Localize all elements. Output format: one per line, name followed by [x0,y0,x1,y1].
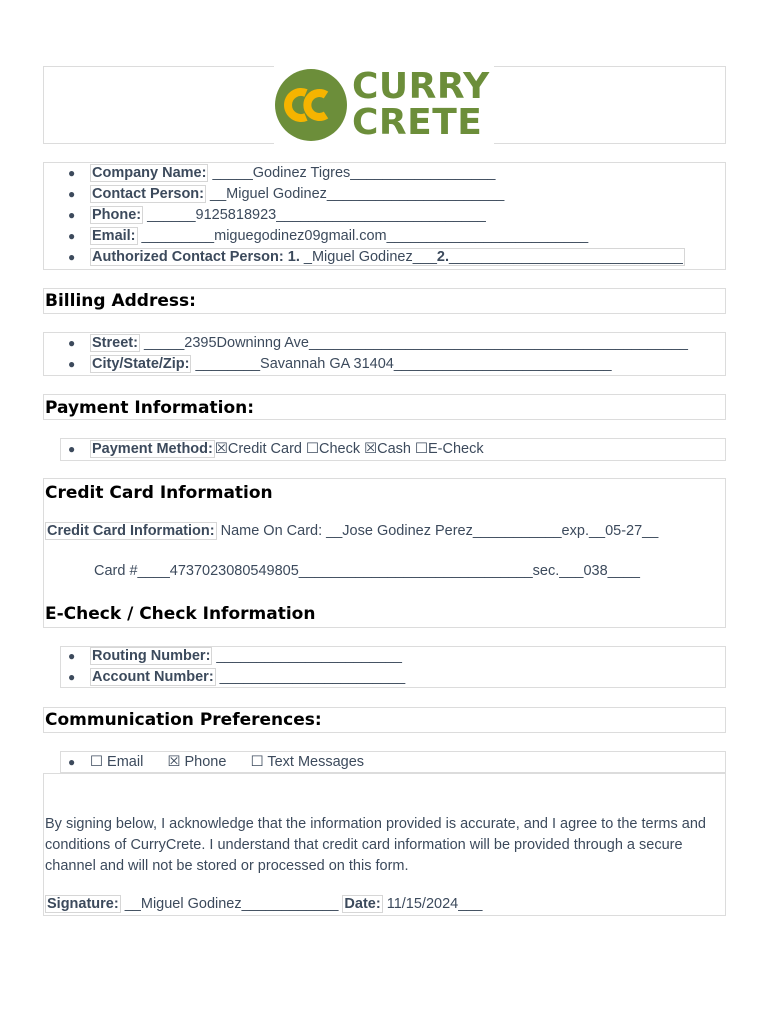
list-item [60,226,685,247]
payment-list [60,439,484,460]
street-label: Street: [92,335,138,351]
company-name-label: Company Name: [92,165,207,181]
signature-label: Signature: [47,896,119,912]
list-item [60,184,685,205]
email-label: Email: [92,228,136,244]
list-item [60,667,405,688]
authorized-value-2[interactable]: _____________________________ [449,249,683,265]
currycrete-logo [274,66,494,144]
logo-line-1: CURRY [352,66,490,107]
contact-person-value[interactable]: __Miguel Godinez______________________ [206,186,505,202]
routing-number-value[interactable]: _______________________ [212,648,402,664]
check-list [60,646,405,688]
communication-list [60,752,364,773]
bullet-icon: ● [68,250,76,264]
contact-person-label: Contact Person: [92,186,204,202]
company-name-value[interactable]: _____Godinez Tigres__________________ [208,165,496,181]
list-item [60,354,688,375]
bullet-icon: ● [68,649,76,663]
bullet-icon: ● [68,755,76,769]
credit-card-heading: Credit Card Information [45,483,273,503]
city-state-zip-label: City/State/Zip: [92,356,190,372]
routing-number-label: Routing Number: [92,648,211,664]
bullet-icon: ● [68,357,76,371]
list-item [60,163,685,184]
list-item [60,333,688,354]
account-number-label: Account Number: [92,669,214,685]
credit-card-line-1 [45,523,658,539]
billing-list [60,333,688,375]
payment-heading: Payment Information: [45,398,255,418]
phone-value[interactable]: ______9125818923__________________________ [143,207,486,223]
check-heading: E-Check / Check Information [45,604,316,624]
payment-method-label: Payment Method: [92,441,213,457]
bullet-icon: ● [68,229,76,243]
list-item [60,205,685,226]
bullet-icon: ● [68,336,76,350]
communication-heading: Communication Preferences: [45,710,322,730]
bullet-icon: ● [68,442,76,456]
bullet-icon: ● [68,670,76,684]
communication-options[interactable]: ☐ Email ☒ Phone ☐ Text Messages [90,754,365,770]
authorized-value-1[interactable]: _Miguel Godinez___ [299,249,437,265]
email-value[interactable]: _________miguegodinez09gmail.com_________________________ [137,228,589,244]
bullet-icon: ● [68,187,76,201]
street-value[interactable]: _____2395Downinng Ave_______________________________________________ [139,335,688,351]
authorized-contact-label: Authorized Contact Person: [92,249,284,265]
card-number-value[interactable]: Card #____4737023080549805_____________________________sec.___038____ [94,563,640,579]
bullet-icon: ● [68,166,76,180]
account-number-value[interactable]: _______________________ [215,669,406,685]
acknowledgement-text: By signing below, I acknowledge that the information provided is accurate, and I agree to the terms and conditions of CurryCrete. I understand that credit card information will be provided through a secure channel and will not be stored or processed on this form. [45,816,706,874]
date-label: Date: [344,896,381,912]
company-info-list [60,163,685,268]
billing-heading: Billing Address: [45,291,196,311]
date-value[interactable]: 11/15/2024___ [382,896,483,912]
logo-emblem [275,69,347,141]
authorized-num-2: 2. [436,249,449,265]
name-on-card-value[interactable]: Name On Card: __Jose Godinez Perez___________exp.__05-27__ [216,523,659,539]
signature-line [45,896,482,912]
authorized-num-1: 1. [287,249,300,265]
signature-value[interactable]: __Miguel Godinez____________ [120,896,343,912]
payment-method-options[interactable]: ☒Credit Card ☐Check ☒Cash ☐E-Check [214,441,484,457]
logo-wordmark [352,66,490,143]
bullet-icon: ● [68,208,76,222]
authorized-contact-field[interactable] [90,248,685,266]
list-item [60,247,685,268]
city-state-zip-value[interactable]: ________Savannah GA 31404___________________________ [191,356,612,372]
credit-card-label: Credit Card Information: [47,523,215,539]
list-item [60,752,364,773]
list-item [60,646,405,667]
logo-line-2: CRETE [352,102,483,143]
list-item [60,439,484,460]
phone-label: Phone: [92,207,142,223]
